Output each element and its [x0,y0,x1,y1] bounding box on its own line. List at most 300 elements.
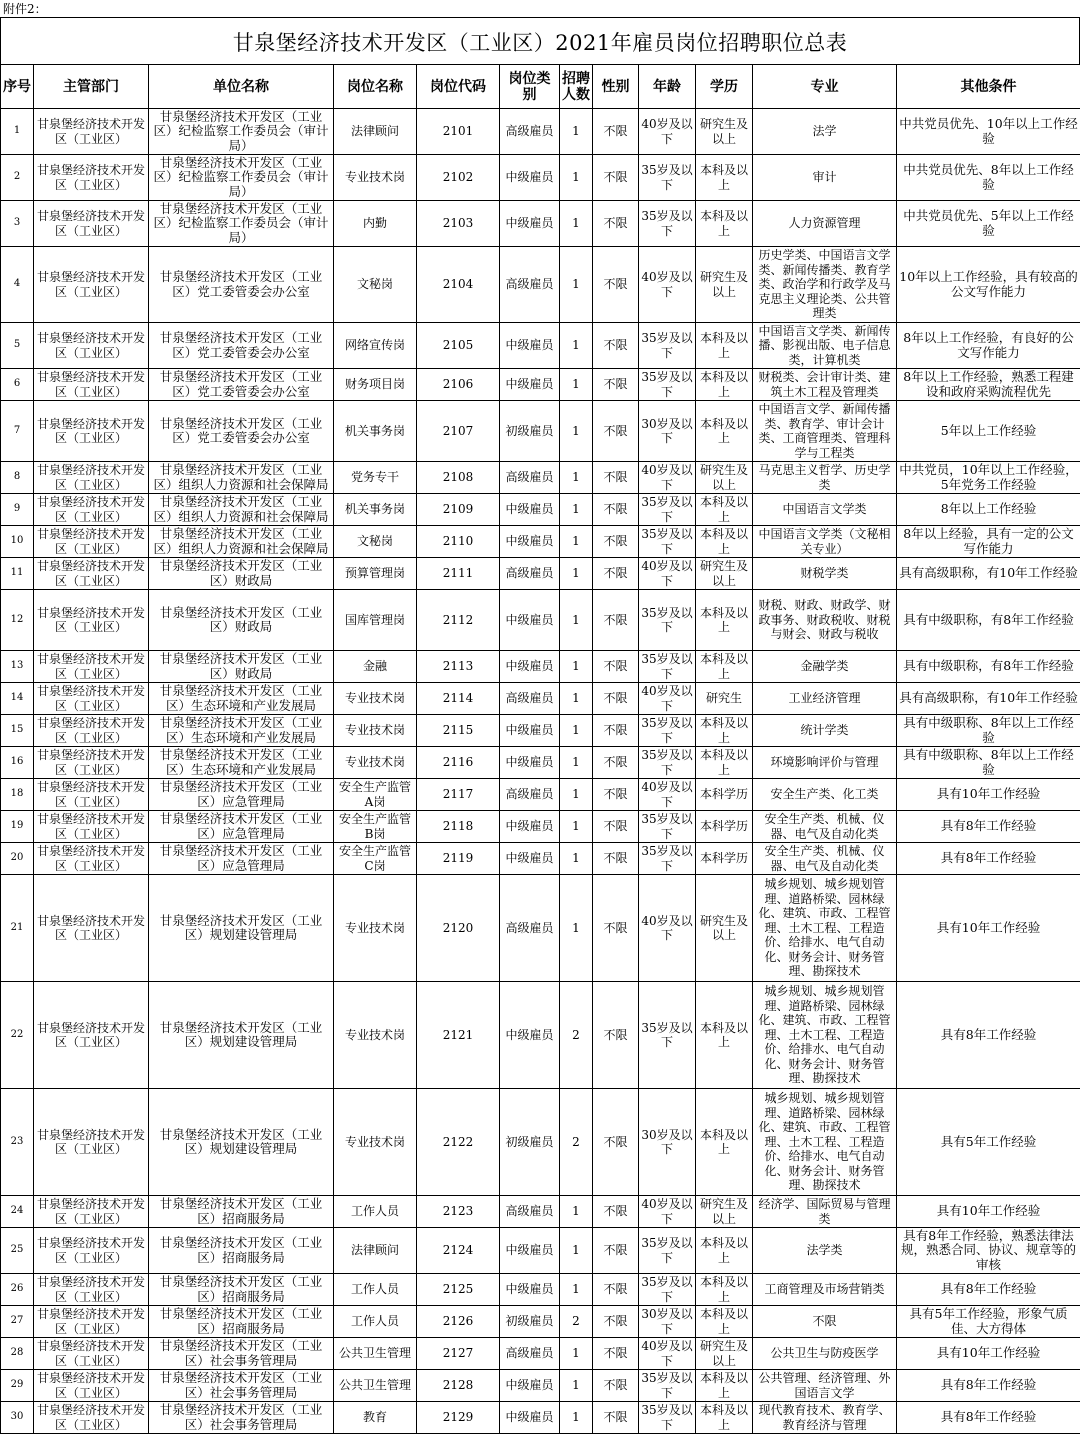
table-row [1,779,1080,811]
cell-gender: 不限 [593,1402,639,1434]
cell-gender: 不限 [593,462,639,494]
cell-department: 甘泉堡经济技术开发区（工业区） [34,526,149,558]
cell-age: 35岁及以下 [639,982,696,1089]
cell-other: 中共党员优先、8年以上工作经验 [897,155,1080,201]
cell-position: 专业技术岗 [334,715,417,747]
header-cell: 单位名称 [149,65,334,109]
cell-code: 2102 [417,155,500,201]
cell-department: 甘泉堡经济技术开发区（工业区） [34,401,149,462]
cell-code: 2127 [417,1338,500,1370]
cell-category: 中级雇员 [500,590,560,651]
cell-category: 高级雇员 [500,462,560,494]
cell-department: 甘泉堡经济技术开发区（工业区） [34,201,149,247]
cell-seq: 9 [1,494,34,526]
cell-code: 2124 [417,1228,500,1274]
cell-other: 具有8年工作经验 [897,1274,1080,1306]
cell-other: 8年以上工作经验，有良好的公文写作能力 [897,323,1080,369]
cell-department: 甘泉堡经济技术开发区（工业区） [34,1306,149,1338]
table-row [1,462,1080,494]
cell-age: 35岁及以下 [639,1402,696,1434]
cell-major: 马克思主义哲学、历史学类 [753,462,897,494]
cell-department: 甘泉堡经济技术开发区（工业区） [34,109,149,155]
cell-unit: 甘泉堡经济技术开发区（工业区）社会事务管理局 [149,1402,334,1434]
cell-unit: 甘泉堡经济技术开发区（工业区）组织人力资源和社会保障局 [149,462,334,494]
cell-category: 高级雇员 [500,247,560,323]
cell-seq: 22 [1,982,34,1089]
table-row [1,155,1080,201]
table-row [1,401,1080,462]
cell-education: 本科及以上 [696,590,753,651]
cell-code: 2126 [417,1306,500,1338]
cell-gender: 不限 [593,201,639,247]
cell-department: 甘泉堡经济技术开发区（工业区） [34,982,149,1089]
cell-age: 35岁及以下 [639,201,696,247]
cell-category: 初级雇员 [500,1306,560,1338]
cell-gender: 不限 [593,494,639,526]
cell-seq: 29 [1,1370,34,1402]
cell-age: 35岁及以下 [639,1228,696,1274]
cell-seq: 20 [1,843,34,875]
table-row [1,982,1080,1089]
cell-position: 文秘岗 [334,526,417,558]
cell-age: 35岁及以下 [639,1274,696,1306]
cell-code: 2101 [417,109,500,155]
header-cell: 序号 [1,65,34,109]
cell-code: 2117 [417,779,500,811]
cell-education: 本科及以上 [696,201,753,247]
cell-age: 30岁及以下 [639,401,696,462]
cell-seq: 16 [1,747,34,779]
cell-gender: 不限 [593,715,639,747]
cell-count: 1 [560,1338,593,1370]
cell-code: 2115 [417,715,500,747]
cell-gender: 不限 [593,651,639,683]
cell-other: 具有8年工作经验 [897,982,1080,1089]
cell-position: 专业技术岗 [334,155,417,201]
cell-major: 统计学类 [753,715,897,747]
cell-code: 2125 [417,1274,500,1306]
cell-category: 中级雇员 [500,982,560,1089]
cell-age: 40岁及以下 [639,247,696,323]
cell-category: 高级雇员 [500,558,560,590]
table-row [1,1196,1080,1228]
cell-major: 中国语言文学类（文秘相关专业） [753,526,897,558]
cell-code: 2123 [417,1196,500,1228]
cell-major: 安全生产类、机械、仪器、电气及自动化类 [753,811,897,843]
cell-position: 工作人员 [334,1274,417,1306]
table-row [1,1306,1080,1338]
cell-other: 中共党员，10年以上工作经验，5年党务工作经验 [897,462,1080,494]
cell-gender: 不限 [593,843,639,875]
cell-department: 甘泉堡经济技术开发区（工业区） [34,558,149,590]
cell-age: 35岁及以下 [639,1370,696,1402]
cell-department: 甘泉堡经济技术开发区（工业区） [34,1274,149,1306]
cell-gender: 不限 [593,1338,639,1370]
cell-education: 研究生及以上 [696,247,753,323]
cell-code: 2103 [417,201,500,247]
cell-age: 40岁及以下 [639,109,696,155]
cell-position: 金融 [334,651,417,683]
cell-major: 工商管理及市场营销类 [753,1274,897,1306]
table-body [1,109,1080,1434]
cell-category: 高级雇员 [500,779,560,811]
cell-seq: 18 [1,779,34,811]
cell-position: 安全生产监管C岗 [334,843,417,875]
cell-seq: 19 [1,811,34,843]
cell-category: 高级雇员 [500,109,560,155]
table-row [1,369,1080,401]
cell-unit: 甘泉堡经济技术开发区（工业区）组织人力资源和社会保障局 [149,494,334,526]
cell-age: 35岁及以下 [639,369,696,401]
cell-other: 10年以上工作经验，具有较高的公文写作能力 [897,247,1080,323]
cell-count: 1 [560,323,593,369]
cell-unit: 甘泉堡经济技术开发区（工业区）招商服务局 [149,1196,334,1228]
cell-code: 2118 [417,811,500,843]
cell-category: 中级雇员 [500,811,560,843]
cell-code: 2119 [417,843,500,875]
cell-category: 中级雇员 [500,1370,560,1402]
cell-education: 本科及以上 [696,155,753,201]
cell-education: 研究生及以上 [696,462,753,494]
cell-unit: 甘泉堡经济技术开发区（工业区）财政局 [149,651,334,683]
cell-category: 高级雇员 [500,1338,560,1370]
cell-unit: 甘泉堡经济技术开发区（工业区）生态环境和产业发展局 [149,715,334,747]
cell-department: 甘泉堡经济技术开发区（工业区） [34,494,149,526]
cell-count: 1 [560,369,593,401]
cell-count: 1 [560,401,593,462]
cell-education: 本科学历 [696,779,753,811]
cell-education: 研究生及以上 [696,1196,753,1228]
cell-count: 1 [560,651,593,683]
cell-gender: 不限 [593,875,639,982]
cell-other: 具有高级职称，有10年工作经验 [897,558,1080,590]
cell-position: 公共卫生管理 [334,1338,417,1370]
cell-unit: 甘泉堡经济技术开发区（工业区）生态环境和产业发展局 [149,747,334,779]
cell-category: 中级雇员 [500,155,560,201]
cell-major: 环境影响评价与管理 [753,747,897,779]
table-row [1,526,1080,558]
cell-unit: 甘泉堡经济技术开发区（工业区）招商服务局 [149,1274,334,1306]
cell-seq: 15 [1,715,34,747]
header-cell: 其他条件 [897,65,1080,109]
table-row [1,247,1080,323]
cell-unit: 甘泉堡经济技术开发区（工业区）组织人力资源和社会保障局 [149,526,334,558]
cell-department: 甘泉堡经济技术开发区（工业区） [34,1338,149,1370]
cell-position: 内勤 [334,201,417,247]
positions-table [0,64,1080,1434]
cell-count: 1 [560,109,593,155]
header-cell: 主管部门 [34,65,149,109]
header-cell: 年龄 [639,65,696,109]
cell-other: 具有8年工作经验 [897,843,1080,875]
cell-education: 本科学历 [696,843,753,875]
cell-other: 具有中级职称，有8年工作经验 [897,651,1080,683]
cell-category: 中级雇员 [500,201,560,247]
cell-major: 中国语言文学类、新闻传播、影视出版、电子信息类，计算机类 [753,323,897,369]
cell-age: 35岁及以下 [639,494,696,526]
table-row [1,1370,1080,1402]
cell-unit: 甘泉堡经济技术开发区（工业区）生态环境和产业发展局 [149,683,334,715]
cell-department: 甘泉堡经济技术开发区（工业区） [34,715,149,747]
cell-gender: 不限 [593,1089,639,1196]
cell-department: 甘泉堡经济技术开发区（工业区） [34,875,149,982]
cell-major: 金融学类 [753,651,897,683]
cell-major: 人力资源管理 [753,201,897,247]
table-row [1,683,1080,715]
cell-position: 公共卫生管理 [334,1370,417,1402]
cell-unit: 甘泉堡经济技术开发区（工业区）纪检监察工作委员会（审计局） [149,201,334,247]
cell-other: 具有8年工作经验 [897,1370,1080,1402]
cell-code: 2112 [417,590,500,651]
cell-other: 具有中级职称、8年以上工作经验 [897,747,1080,779]
cell-other: 具有高级职称，有10年工作经验 [897,683,1080,715]
cell-major: 中国语言文学、新闻传播类、教育学、审计会计类、工商管理类、管理科学与工程类 [753,401,897,462]
cell-unit: 甘泉堡经济技术开发区（工业区）规划建设管理局 [149,982,334,1089]
cell-age: 35岁及以下 [639,843,696,875]
cell-position: 工作人员 [334,1306,417,1338]
cell-other: 具有10年工作经验 [897,779,1080,811]
cell-seq: 30 [1,1402,34,1434]
cell-education: 本科及以上 [696,651,753,683]
cell-gender: 不限 [593,526,639,558]
cell-count: 1 [560,155,593,201]
cell-major: 工业经济管理 [753,683,897,715]
header-cell: 岗位类别 [500,65,560,109]
cell-major: 公共卫生与防疫医学 [753,1338,897,1370]
cell-position: 专业技术岗 [334,747,417,779]
cell-code: 2128 [417,1370,500,1402]
cell-education: 研究生及以上 [696,875,753,982]
cell-department: 甘泉堡经济技术开发区（工业区） [34,462,149,494]
cell-age: 30岁及以下 [639,1089,696,1196]
header-cell: 学历 [696,65,753,109]
cell-major: 城乡规划、城乡规划管理、道路桥梁、园林绿化、建筑、市政、工程管理、土木工程、工程造价、给排水、电气自动化、财务会计、财务管理、勘探技术 [753,1089,897,1196]
cell-other: 8年以上工作经验，熟悉工程建设和政府采购流程优先 [897,369,1080,401]
cell-age: 40岁及以下 [639,558,696,590]
cell-code: 2109 [417,494,500,526]
cell-education: 本科及以上 [696,1274,753,1306]
cell-major: 中国语言文学类 [753,494,897,526]
cell-category: 中级雇员 [500,494,560,526]
cell-unit: 甘泉堡经济技术开发区（工业区）社会事务管理局 [149,1338,334,1370]
cell-gender: 不限 [593,109,639,155]
cell-age: 40岁及以下 [639,779,696,811]
cell-position: 专业技术岗 [334,1089,417,1196]
cell-major: 不限 [753,1306,897,1338]
cell-code: 2110 [417,526,500,558]
cell-seq: 5 [1,323,34,369]
table-row [1,558,1080,590]
cell-count: 1 [560,494,593,526]
cell-other: 具有中级职称、8年以上工作经验 [897,715,1080,747]
cell-unit: 甘泉堡经济技术开发区（工业区）招商服务局 [149,1306,334,1338]
cell-position: 安全生产监管B岗 [334,811,417,843]
cell-other: 8年以上经验，具有一定的公文写作能力 [897,526,1080,558]
cell-department: 甘泉堡经济技术开发区（工业区） [34,843,149,875]
table-row [1,323,1080,369]
cell-department: 甘泉堡经济技术开发区（工业区） [34,811,149,843]
cell-age: 35岁及以下 [639,811,696,843]
cell-count: 1 [560,779,593,811]
cell-education: 本科及以上 [696,323,753,369]
attachment-label: 附件2： [3,2,47,16]
cell-major: 法学类 [753,1228,897,1274]
cell-major: 审计 [753,155,897,201]
cell-unit: 甘泉堡经济技术开发区（工业区）纪检监察工作委员会（审计局） [149,155,334,201]
cell-major: 安全生产类、化工类 [753,779,897,811]
cell-other: 具有8年工作经验 [897,811,1080,843]
cell-category: 中级雇员 [500,1402,560,1434]
cell-code: 2104 [417,247,500,323]
table-row [1,590,1080,651]
cell-count: 1 [560,843,593,875]
cell-seq: 27 [1,1306,34,1338]
table-row [1,811,1080,843]
cell-department: 甘泉堡经济技术开发区（工业区） [34,323,149,369]
cell-education: 研究生及以上 [696,1338,753,1370]
cell-code: 2129 [417,1402,500,1434]
cell-seq: 3 [1,201,34,247]
cell-position: 机关事务岗 [334,494,417,526]
cell-education: 本科及以上 [696,526,753,558]
cell-major: 现代教育技术、教育学、教育经济与管理 [753,1402,897,1434]
cell-seq: 7 [1,401,34,462]
cell-count: 1 [560,1402,593,1434]
cell-education: 本科及以上 [696,494,753,526]
cell-gender: 不限 [593,1196,639,1228]
cell-seq: 2 [1,155,34,201]
cell-code: 2111 [417,558,500,590]
cell-seq: 13 [1,651,34,683]
header-cell: 专业 [753,65,897,109]
cell-unit: 甘泉堡经济技术开发区（工业区）党工委管委会办公室 [149,323,334,369]
cell-seq: 24 [1,1196,34,1228]
cell-position: 教育 [334,1402,417,1434]
cell-code: 2114 [417,683,500,715]
cell-age: 40岁及以下 [639,462,696,494]
cell-age: 35岁及以下 [639,155,696,201]
table-row [1,747,1080,779]
cell-position: 国库管理岗 [334,590,417,651]
cell-major: 法学 [753,109,897,155]
cell-code: 2105 [417,323,500,369]
cell-gender: 不限 [593,779,639,811]
cell-count: 1 [560,558,593,590]
cell-count: 1 [560,590,593,651]
cell-category: 中级雇员 [500,747,560,779]
table-row [1,201,1080,247]
cell-education: 研究生 [696,683,753,715]
cell-category: 中级雇员 [500,1274,560,1306]
cell-unit: 甘泉堡经济技术开发区（工业区）应急管理局 [149,779,334,811]
cell-count: 1 [560,1370,593,1402]
cell-major: 财税、财政、财政学、财政事务、财政税收、财税与财会、财政与税收 [753,590,897,651]
cell-age: 35岁及以下 [639,590,696,651]
cell-department: 甘泉堡经济技术开发区（工业区） [34,1370,149,1402]
cell-seq: 26 [1,1274,34,1306]
cell-unit: 甘泉堡经济技术开发区（工业区）招商服务局 [149,1228,334,1274]
header-row [1,65,1080,109]
cell-count: 1 [560,875,593,982]
cell-position: 预算管理岗 [334,558,417,590]
cell-major: 财税学类 [753,558,897,590]
cell-gender: 不限 [593,811,639,843]
cell-count: 1 [560,747,593,779]
cell-category: 初级雇员 [500,1089,560,1196]
cell-other: 具有8年工作经验 [897,1402,1080,1434]
cell-code: 2116 [417,747,500,779]
table-row [1,875,1080,982]
cell-age: 35岁及以下 [639,651,696,683]
cell-count: 2 [560,982,593,1089]
cell-gender: 不限 [593,683,639,715]
cell-major: 经济学、国际贸易与管理类 [753,1196,897,1228]
cell-count: 1 [560,247,593,323]
cell-gender: 不限 [593,1228,639,1274]
cell-other: 中共党员优先、5年以上工作经验 [897,201,1080,247]
cell-age: 40岁及以下 [639,1338,696,1370]
cell-seq: 4 [1,247,34,323]
table-row [1,651,1080,683]
header-cell: 招聘人数 [560,65,593,109]
cell-unit: 甘泉堡经济技术开发区（工业区）党工委管委会办公室 [149,401,334,462]
cell-category: 高级雇员 [500,683,560,715]
cell-count: 1 [560,462,593,494]
cell-position: 专业技术岗 [334,982,417,1089]
cell-position: 专业技术岗 [334,683,417,715]
cell-department: 甘泉堡经济技术开发区（工业区） [34,1228,149,1274]
cell-department: 甘泉堡经济技术开发区（工业区） [34,747,149,779]
cell-count: 1 [560,715,593,747]
cell-gender: 不限 [593,369,639,401]
cell-education: 本科及以上 [696,1306,753,1338]
cell-unit: 甘泉堡经济技术开发区（工业区）规划建设管理局 [149,875,334,982]
cell-seq: 12 [1,590,34,651]
cell-department: 甘泉堡经济技术开发区（工业区） [34,779,149,811]
cell-gender: 不限 [593,323,639,369]
cell-education: 研究生及以上 [696,109,753,155]
cell-unit: 甘泉堡经济技术开发区（工业区）应急管理局 [149,843,334,875]
cell-other: 具有10年工作经验 [897,875,1080,982]
table-row [1,1228,1080,1274]
cell-unit: 甘泉堡经济技术开发区（工业区）党工委管委会办公室 [149,369,334,401]
cell-count: 2 [560,1306,593,1338]
cell-department: 甘泉堡经济技术开发区（工业区） [34,590,149,651]
cell-other: 中共党员优先、10年以上工作经验 [897,109,1080,155]
cell-position: 文秘岗 [334,247,417,323]
cell-age: 35岁及以下 [639,747,696,779]
cell-count: 1 [560,1274,593,1306]
cell-major: 安全生产类、机械、仪器、电气及自动化类 [753,843,897,875]
cell-department: 甘泉堡经济技术开发区（工业区） [34,683,149,715]
cell-count: 1 [560,683,593,715]
cell-seq: 10 [1,526,34,558]
cell-age: 40岁及以下 [639,875,696,982]
cell-other: 具有10年工作经验 [897,1338,1080,1370]
cell-category: 中级雇员 [500,843,560,875]
cell-education: 本科及以上 [696,1370,753,1402]
cell-category: 高级雇员 [500,1196,560,1228]
cell-department: 甘泉堡经济技术开发区（工业区） [34,369,149,401]
cell-unit: 甘泉堡经济技术开发区（工业区）应急管理局 [149,811,334,843]
cell-age: 35岁及以下 [639,526,696,558]
cell-code: 2107 [417,401,500,462]
cell-code: 2122 [417,1089,500,1196]
cell-position: 机关事务岗 [334,401,417,462]
cell-department: 甘泉堡经济技术开发区（工业区） [34,1402,149,1434]
cell-department: 甘泉堡经济技术开发区（工业区） [34,155,149,201]
table-row [1,109,1080,155]
